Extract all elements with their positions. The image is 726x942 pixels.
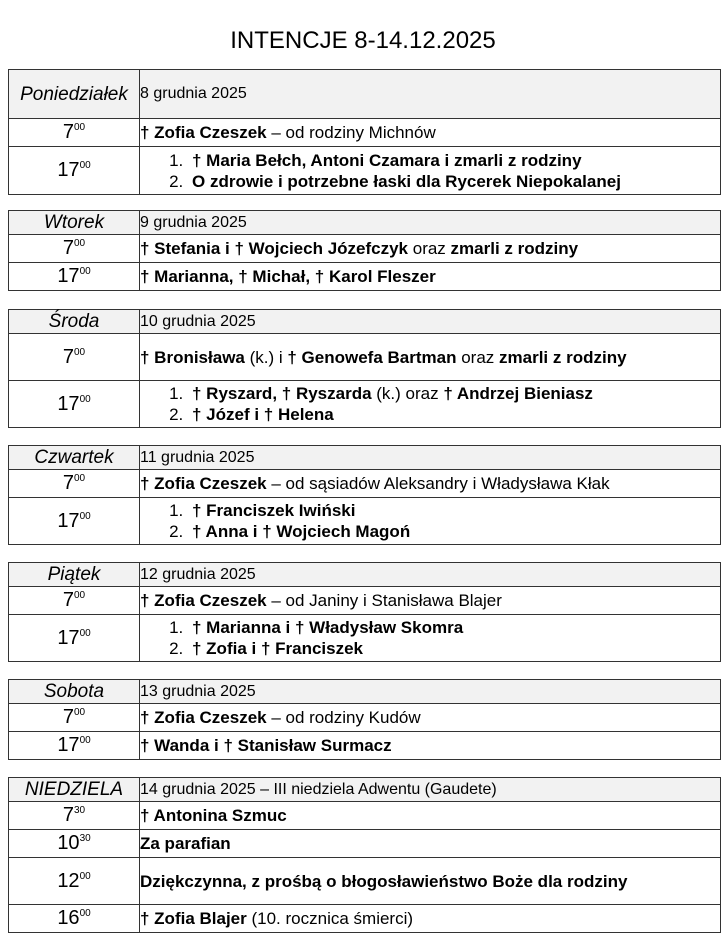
day-name: NIEDZIELA bbox=[9, 778, 140, 802]
intention-bold-run: † Zofia Blajer bbox=[140, 909, 247, 928]
mass-time bbox=[9, 263, 140, 291]
intention-bold-run: zmarli z rodziny bbox=[499, 347, 627, 367]
mass-intention bbox=[140, 587, 721, 615]
intention-bold-run: † Józef i † Helena bbox=[192, 405, 334, 424]
intention-bold-run: Za parafian bbox=[140, 834, 231, 853]
mass-intention bbox=[140, 334, 721, 381]
intention-text bbox=[140, 909, 413, 928]
day-name: Środa bbox=[9, 310, 140, 334]
mass-row bbox=[9, 470, 721, 498]
mass-row bbox=[9, 334, 721, 381]
intention-text bbox=[140, 348, 627, 367]
intention-bold-run: † Franciszek Iwiński bbox=[192, 501, 356, 520]
mass-row bbox=[9, 858, 721, 905]
intention-bold-run: † Antonina Szmuc bbox=[140, 806, 287, 825]
mass-hour: 7 bbox=[62, 237, 74, 259]
day-table-thursday bbox=[8, 445, 721, 545]
intention-text bbox=[192, 501, 355, 520]
mass-row bbox=[9, 615, 721, 662]
day-header-row bbox=[9, 680, 721, 704]
mass-time bbox=[9, 334, 140, 381]
mass-row bbox=[9, 381, 721, 428]
day-header-row bbox=[9, 446, 721, 470]
intention-bold-run: † Wanda i † Stanisław Surmacz bbox=[140, 736, 392, 755]
day-date: 10 grudnia 2025 bbox=[140, 310, 721, 334]
mass-minute: 00 bbox=[74, 238, 86, 249]
page-title: INTENCJE 8-14.12.2025 bbox=[230, 27, 496, 54]
mass-minute: 00 bbox=[79, 627, 91, 639]
mass-hour: 7 bbox=[62, 345, 74, 368]
intention-list-item bbox=[188, 150, 720, 171]
mass-time bbox=[9, 119, 140, 147]
mass-minute: 30 bbox=[79, 833, 91, 844]
mass-time bbox=[9, 147, 140, 195]
intention-list-item bbox=[188, 500, 720, 521]
day-date: 8 grudnia 2025 bbox=[140, 70, 721, 119]
intention-list-item bbox=[188, 404, 720, 425]
mass-hour: 17 bbox=[57, 734, 80, 756]
intention-list-item bbox=[188, 171, 720, 192]
intention-run: – od sąsiadów Aleksandry i Władysława Kłak bbox=[266, 474, 610, 493]
mass-hour: 7 bbox=[62, 706, 74, 728]
mass-minute: 00 bbox=[79, 160, 91, 171]
intention-bold-run: † Marianna, † Michał, † Karol Fleszer bbox=[140, 267, 436, 286]
intention-list bbox=[140, 150, 720, 192]
mass-minute: 00 bbox=[79, 908, 91, 919]
mass-hour: 17 bbox=[57, 392, 80, 415]
mass-time bbox=[9, 498, 140, 545]
mass-row bbox=[9, 830, 721, 858]
mass-minute: 00 bbox=[79, 735, 91, 746]
intention-list bbox=[140, 617, 720, 659]
mass-intention bbox=[140, 830, 721, 858]
intention-list bbox=[140, 383, 720, 425]
day-name: Czwartek bbox=[9, 446, 140, 470]
mass-hour: 17 bbox=[57, 626, 80, 649]
day-name-text: Poniedziałek bbox=[20, 83, 128, 105]
intention-bold-run: † Ryszard, † Ryszarda bbox=[192, 384, 372, 403]
mass-intention bbox=[140, 119, 721, 147]
day-table-sunday bbox=[8, 777, 721, 933]
mass-time bbox=[9, 830, 140, 858]
intention-text bbox=[140, 806, 287, 825]
intention-run: (10. rocznica śmierci) bbox=[246, 909, 414, 928]
mass-hour: 17 bbox=[57, 509, 80, 532]
mass-row bbox=[9, 704, 721, 732]
mass-row bbox=[9, 587, 721, 615]
day-header-row bbox=[9, 310, 721, 334]
mass-time bbox=[9, 802, 140, 830]
day-date: 11 grudnia 2025 bbox=[140, 446, 721, 470]
intention-text bbox=[140, 736, 392, 755]
mass-row bbox=[9, 263, 721, 291]
mass-hour: 10 bbox=[57, 832, 80, 854]
day-date: 13 grudnia 2025 bbox=[140, 680, 721, 704]
intention-list-item bbox=[188, 383, 720, 404]
intention-bold-run: zmarli z rodziny bbox=[450, 239, 579, 258]
intention-text bbox=[140, 474, 610, 493]
day-name: Piątek bbox=[9, 563, 140, 587]
mass-intention bbox=[140, 615, 721, 662]
mass-row bbox=[9, 802, 721, 830]
mass-time bbox=[9, 381, 140, 428]
intention-text bbox=[192, 522, 410, 541]
mass-intention bbox=[140, 858, 721, 905]
mass-minute: 00 bbox=[79, 510, 91, 522]
day-date: 12 grudnia 2025 bbox=[140, 563, 721, 587]
intention-bold-run: † Zofia Czeszek bbox=[140, 474, 267, 493]
mass-minute: 00 bbox=[74, 473, 86, 484]
mass-row bbox=[9, 119, 721, 147]
intention-bold-run: † Marianna i † Władysław Skomra bbox=[192, 618, 464, 637]
mass-hour: 7 bbox=[62, 472, 74, 494]
intention-run: oraz bbox=[456, 347, 500, 367]
mass-minute: 30 bbox=[74, 805, 86, 816]
intention-list bbox=[140, 500, 720, 542]
mass-minute: 00 bbox=[79, 393, 91, 405]
day-table-saturday bbox=[8, 679, 721, 760]
intention-list-item bbox=[188, 521, 720, 542]
intention-run: – od rodziny Kudów bbox=[266, 708, 421, 727]
mass-minute: 00 bbox=[74, 346, 86, 358]
intention-bold-run: † Maria Bełch, Antoni Czamara i zmarli z rodziny bbox=[192, 150, 582, 170]
day-table-monday bbox=[8, 69, 721, 195]
intention-bold-run: † Zofia i † Franciszek bbox=[192, 639, 364, 658]
mass-row bbox=[9, 235, 721, 263]
intention-text bbox=[192, 405, 334, 424]
intention-run: oraz bbox=[408, 239, 451, 258]
mass-row bbox=[9, 147, 721, 195]
intention-bold-run: Dziękczynna, z prośbą o błogosławieństwo Boże dla rodziny bbox=[140, 871, 628, 891]
mass-hour: 12 bbox=[57, 869, 80, 892]
day-name: Wtorek bbox=[9, 211, 140, 235]
intention-text bbox=[192, 151, 582, 170]
mass-row bbox=[9, 732, 721, 760]
mass-intention bbox=[140, 704, 721, 732]
day-name bbox=[9, 70, 140, 119]
intention-text bbox=[192, 618, 463, 637]
mass-time bbox=[9, 905, 140, 933]
day-table-tuesday bbox=[8, 210, 721, 291]
intention-run: – od Janiny i Stanisława Blajer bbox=[266, 591, 502, 610]
intention-run: – od rodziny Michnów bbox=[266, 123, 436, 142]
mass-minute: 00 bbox=[74, 122, 86, 133]
intention-bold-run: † Zofia Czeszek bbox=[140, 708, 267, 727]
intention-text bbox=[140, 872, 627, 891]
intention-run: (k.) oraz bbox=[371, 384, 444, 403]
mass-hour: 17 bbox=[57, 159, 80, 181]
mass-time bbox=[9, 615, 140, 662]
mass-intention bbox=[140, 802, 721, 830]
day-table-wednesday bbox=[8, 309, 721, 428]
intention-text bbox=[140, 591, 502, 610]
mass-time bbox=[9, 858, 140, 905]
intention-bold-run: † Bronisława bbox=[140, 347, 245, 367]
mass-hour: 17 bbox=[57, 265, 80, 287]
mass-intention bbox=[140, 235, 721, 263]
intention-list-item bbox=[188, 617, 720, 638]
intention-text bbox=[140, 123, 436, 142]
mass-minute: 00 bbox=[74, 590, 86, 601]
mass-minute: 00 bbox=[74, 707, 86, 718]
mass-time bbox=[9, 587, 140, 615]
day-date: 9 grudnia 2025 bbox=[140, 211, 721, 235]
mass-time bbox=[9, 470, 140, 498]
day-name: Sobota bbox=[9, 680, 140, 704]
mass-intention bbox=[140, 905, 721, 933]
mass-hour: 7 bbox=[62, 589, 74, 611]
intention-bold-run: † Zofia Czeszek bbox=[140, 591, 267, 610]
mass-time bbox=[9, 235, 140, 263]
mass-time bbox=[9, 732, 140, 760]
intention-run: (k.) i bbox=[244, 347, 288, 367]
intention-list-item bbox=[188, 638, 720, 659]
mass-time bbox=[9, 704, 140, 732]
mass-intention bbox=[140, 263, 721, 291]
intention-bold-run: † Stefania i † Wojciech Józefczyk bbox=[140, 239, 409, 258]
day-header-row bbox=[9, 563, 721, 587]
day-header-row bbox=[9, 778, 721, 802]
intention-text bbox=[140, 834, 231, 853]
day-header-row bbox=[9, 70, 721, 119]
day-table-friday bbox=[8, 562, 721, 662]
intention-bold-run: † Genowefa Bartman bbox=[287, 347, 457, 367]
intention-text bbox=[140, 267, 436, 286]
mass-intention bbox=[140, 498, 721, 545]
mass-minute: 00 bbox=[79, 870, 91, 882]
intention-text bbox=[140, 708, 421, 727]
mass-minute: 00 bbox=[79, 266, 91, 277]
intention-bold-run: † Zofia Czeszek bbox=[140, 123, 267, 142]
mass-hour: 7 bbox=[62, 804, 74, 826]
intention-text bbox=[140, 239, 578, 258]
day-header-row bbox=[9, 211, 721, 235]
mass-intention bbox=[140, 470, 721, 498]
mass-intention bbox=[140, 381, 721, 428]
intention-text bbox=[192, 639, 363, 658]
mass-hour: 16 bbox=[57, 907, 80, 929]
mass-intention bbox=[140, 147, 721, 195]
intention-text bbox=[192, 172, 621, 191]
intention-bold-run: † Anna i † Wojciech Magoń bbox=[192, 522, 411, 541]
intention-text bbox=[192, 384, 593, 403]
mass-row bbox=[9, 498, 721, 545]
mass-row bbox=[9, 905, 721, 933]
intention-bold-run: O zdrowie i potrzebne łaski dla Rycerek Niepokalanej bbox=[192, 171, 621, 191]
mass-hour: 7 bbox=[62, 121, 74, 143]
mass-intention bbox=[140, 732, 721, 760]
intention-bold-run: † Andrzej Bieniasz bbox=[443, 384, 593, 403]
day-date: 14 grudnia 2025 – III niedziela Adwentu (Gaudete) bbox=[140, 778, 721, 802]
